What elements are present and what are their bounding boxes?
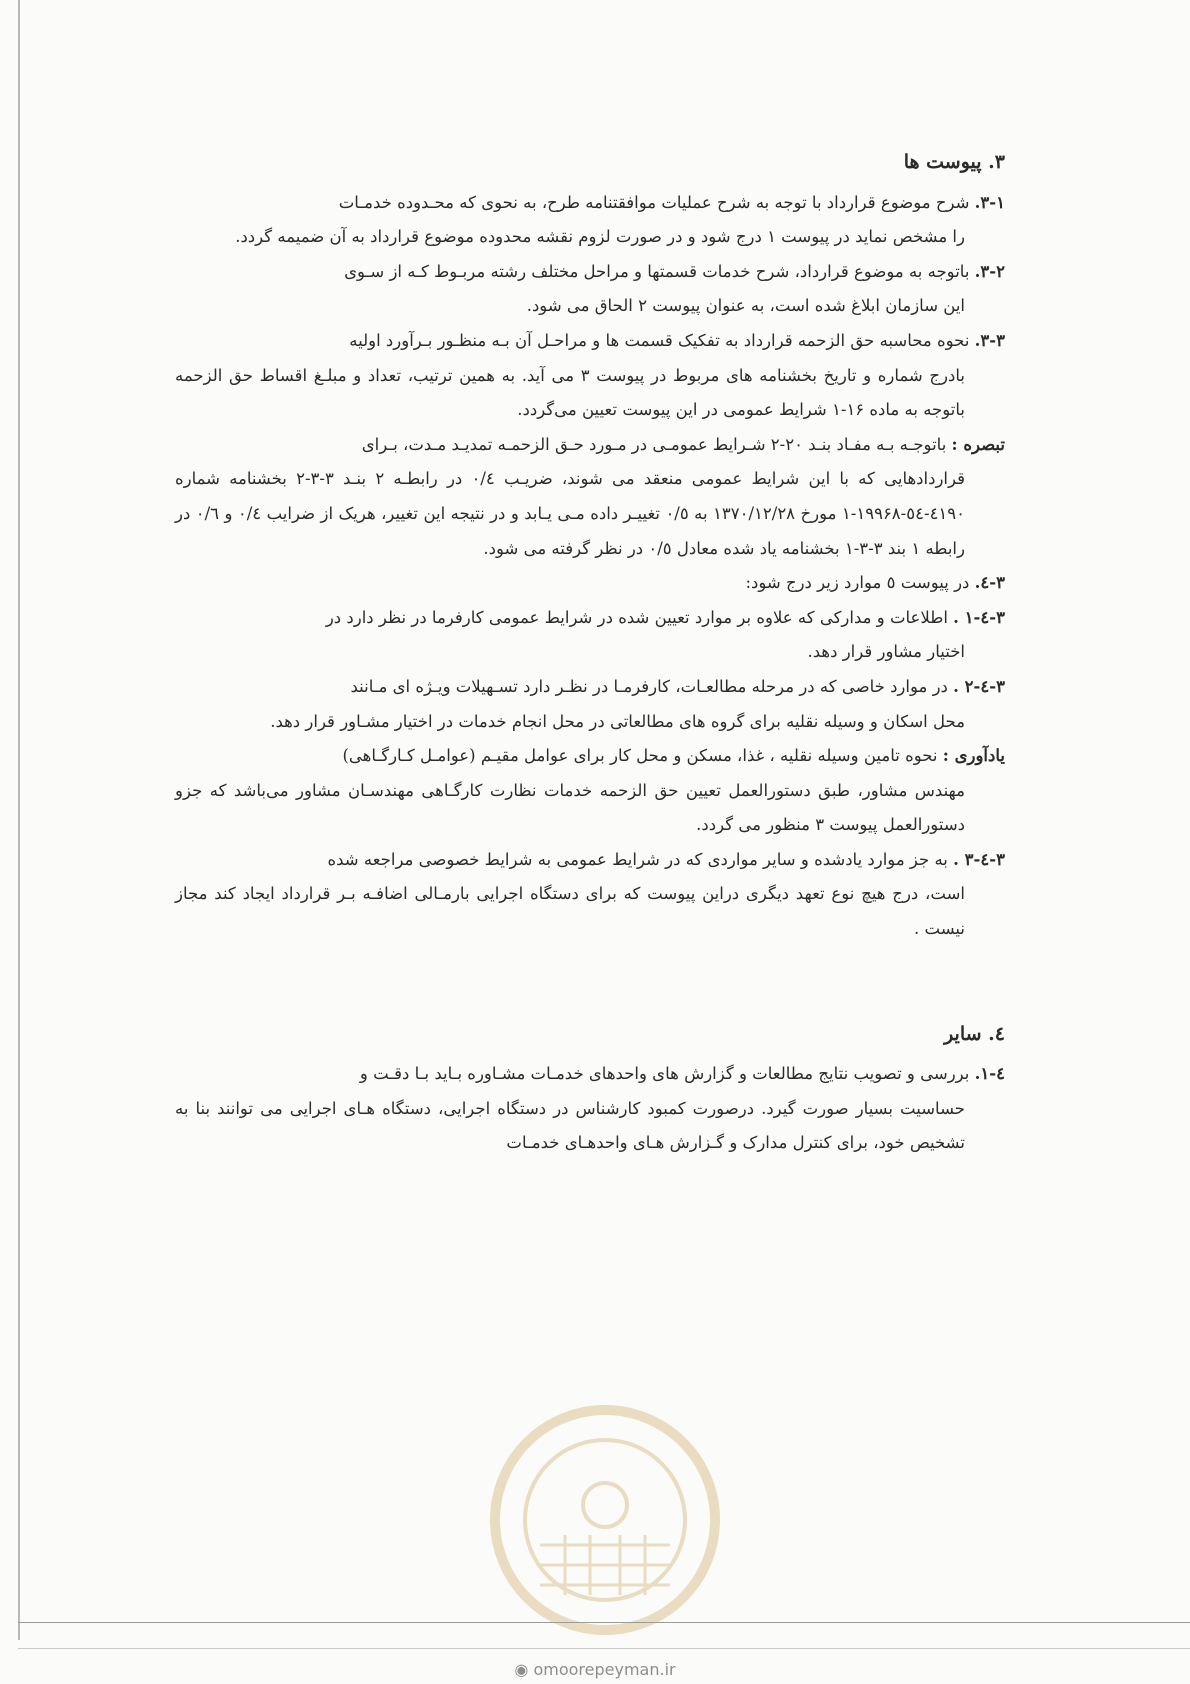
item-first-line: به جز موارد یادشده و سایر مواردی که در شرایط عمومی به شرایط خصوصی مراجعه شده xyxy=(327,849,948,869)
item-number: ۳-۲. xyxy=(974,261,1005,281)
item-number: ۳-۳. xyxy=(974,330,1005,350)
document-body xyxy=(175,145,1005,1161)
item-number: ۳-٤-۳ . xyxy=(953,849,1005,869)
globe-icon: ◉ xyxy=(514,1660,534,1679)
paragraph-item xyxy=(175,1057,1005,1161)
paragraph-item xyxy=(175,428,1005,566)
item-first-line: در پیوست ٥ موارد زیر درج شود: xyxy=(745,573,970,593)
paragraph-item xyxy=(175,566,1005,601)
item-first-line: بررسی و تصویب نتایج مطالعات و گزارش های واحدهای خدمـات مشـاوره بـاید بـا دقـت و xyxy=(359,1064,970,1084)
footer-line xyxy=(18,1622,1190,1623)
item-first-line: نحوه محاسبه حق الزحمه قرارداد به تفکیک قسمت ها و مراحـل آن بـه منظـور بـرآورد اولیه xyxy=(349,330,970,350)
item-first-line: نحوه تامین وسیله نقلیه ، غذا، مسکن و محل کار برای عوامل مقیـم (عوامـل کـارگـاهی) xyxy=(342,746,938,766)
paragraph-item xyxy=(175,843,1005,947)
paragraph-item xyxy=(175,670,1005,739)
item-number: ۳-٤-۱ . xyxy=(953,607,1005,627)
footer-site xyxy=(0,1660,1190,1679)
item-continuation: بادرج شماره و تاریخ بخشنامه های مربوط در پیوست ۳ می آید. به همین ترتیب، تعداد و مبلـغ اقساط حق الزحمه باتوجه به ماده ۱۶-۱ شرایط عمومی در این پیوست تعیین می‌گردد. xyxy=(175,365,965,420)
scan-edge-line xyxy=(18,0,20,1640)
item-first-line: باتوجه به موضوع قرارداد، شرح خدمات قسمتها و مراحل مختلف رشته مربـوط کـه از سـوی xyxy=(344,261,970,281)
item-continuation: است، درج هیچ نوع تعهد دیگری دراین پیوست که برای دستگاه اجرایی بارمـالی اضافـه بـر قرارداد ایجاد کند مجاز نیست . xyxy=(175,884,965,939)
item-number: ۳-٤-۲ . xyxy=(953,676,1005,696)
item-first-line: باتوجـه بـه مفـاد بنـد ۲۰-۲ شـرایط عمومـی در مـورد حـق الزحمـه تمدیـد مـدت، بـرای xyxy=(361,434,947,454)
item-continuation: مهندس مشاور، طبق دستورالعمل تعیین حق الزحمه خدمات نظارت کارگـاهی مهندسـان مشاور می‌باشد که جزو دستورالعمل پیوست ۳ منظور می گردد. xyxy=(175,780,965,835)
paragraph-item xyxy=(175,324,1005,428)
item-first-line: اطلاعات و مدارکی که علاوه بر موارد تعیین شده در شرایط عمومی کارفرما در نظر دارد در xyxy=(325,607,948,627)
paragraph-item xyxy=(175,739,1005,843)
item-continuation: حساسیت بسیار صورت گیرد. درصورت کمبود کارشناس در دستگاه اجرایی، دستگاه هـای اجرایی می توانند بنا به تشخیص خود، برای کنترل مدارک و گـزارش هـای واحدهـای خدمـات xyxy=(175,1098,965,1153)
paragraph-item xyxy=(175,255,1005,324)
footer-line-lower xyxy=(18,1648,1190,1649)
paragraph-item xyxy=(175,601,1005,670)
item-continuation: اختیار مشاور قرار دهد. xyxy=(807,642,965,662)
paragraph-item xyxy=(175,186,1005,255)
item-first-line: شرح موضوع قرارداد با توجه به شرح عملیات موافقتنامه طرح، به نحوی که محـدوده خدمـات xyxy=(338,192,970,212)
item-continuation: محل اسکان و وسیله نقلیه برای گروه های مطالعاتی در محل انجام خدمات در اختیار مشـاور قرار دهد. xyxy=(270,711,965,731)
item-number: ۳-٤. xyxy=(974,573,1005,593)
item-continuation: این سازمان ابلاغ شده است، به عنوان پیوست ۲ الحاق می شود. xyxy=(526,296,965,316)
item-number: ٤-۱. xyxy=(974,1064,1005,1084)
section-4-items xyxy=(175,1057,1005,1161)
section-3-heading: ۳. پیوست ها xyxy=(903,151,1005,173)
item-number: تبصره : xyxy=(951,434,1005,454)
section-3-items xyxy=(175,186,1005,947)
footer-site-text: omoorepeyman.ir xyxy=(533,1660,676,1679)
item-continuation: قراردادهایی که با این شرایط عمومی منعقد می شوند، ضریـب ۰/٤ در رابطـه ۲ بنـد ۳-۳-۲ بخشنامه شماره ٤۱۹۰-٥٤-۱۹۹۶۸-۱ مورخ ۱۳۷۰/۱۲/۲۸ به ۰/٥ تغییـر داده مـی یـابد و در نتیجه این تغییر، هریک از ضرایب ۰/٤ و ۰/٦ در رابطه ۱ بند ۳-۳-۱ بخشنامه یاد شده معادل ۰/٥ در نظر گرفته می شود. xyxy=(175,469,966,558)
item-first-line: در موارد خاصی که در مرحله مطالعـات، کارفرمـا در نظـر دارد تسـهیلات ویـژه ای مـانند xyxy=(350,676,948,696)
watermark-seal xyxy=(480,1395,730,1645)
item-number: یادآوری : xyxy=(942,746,1005,766)
section-4-heading: ٤. سایر xyxy=(944,1022,1005,1045)
item-continuation: را مشخص نماید در پیوست ۱ درج شود و در صورت لزوم نقشه محدوده موضوع قرارداد به آن ضمیمه گردد. xyxy=(235,227,965,247)
item-number: ۳-۱. xyxy=(974,192,1005,212)
